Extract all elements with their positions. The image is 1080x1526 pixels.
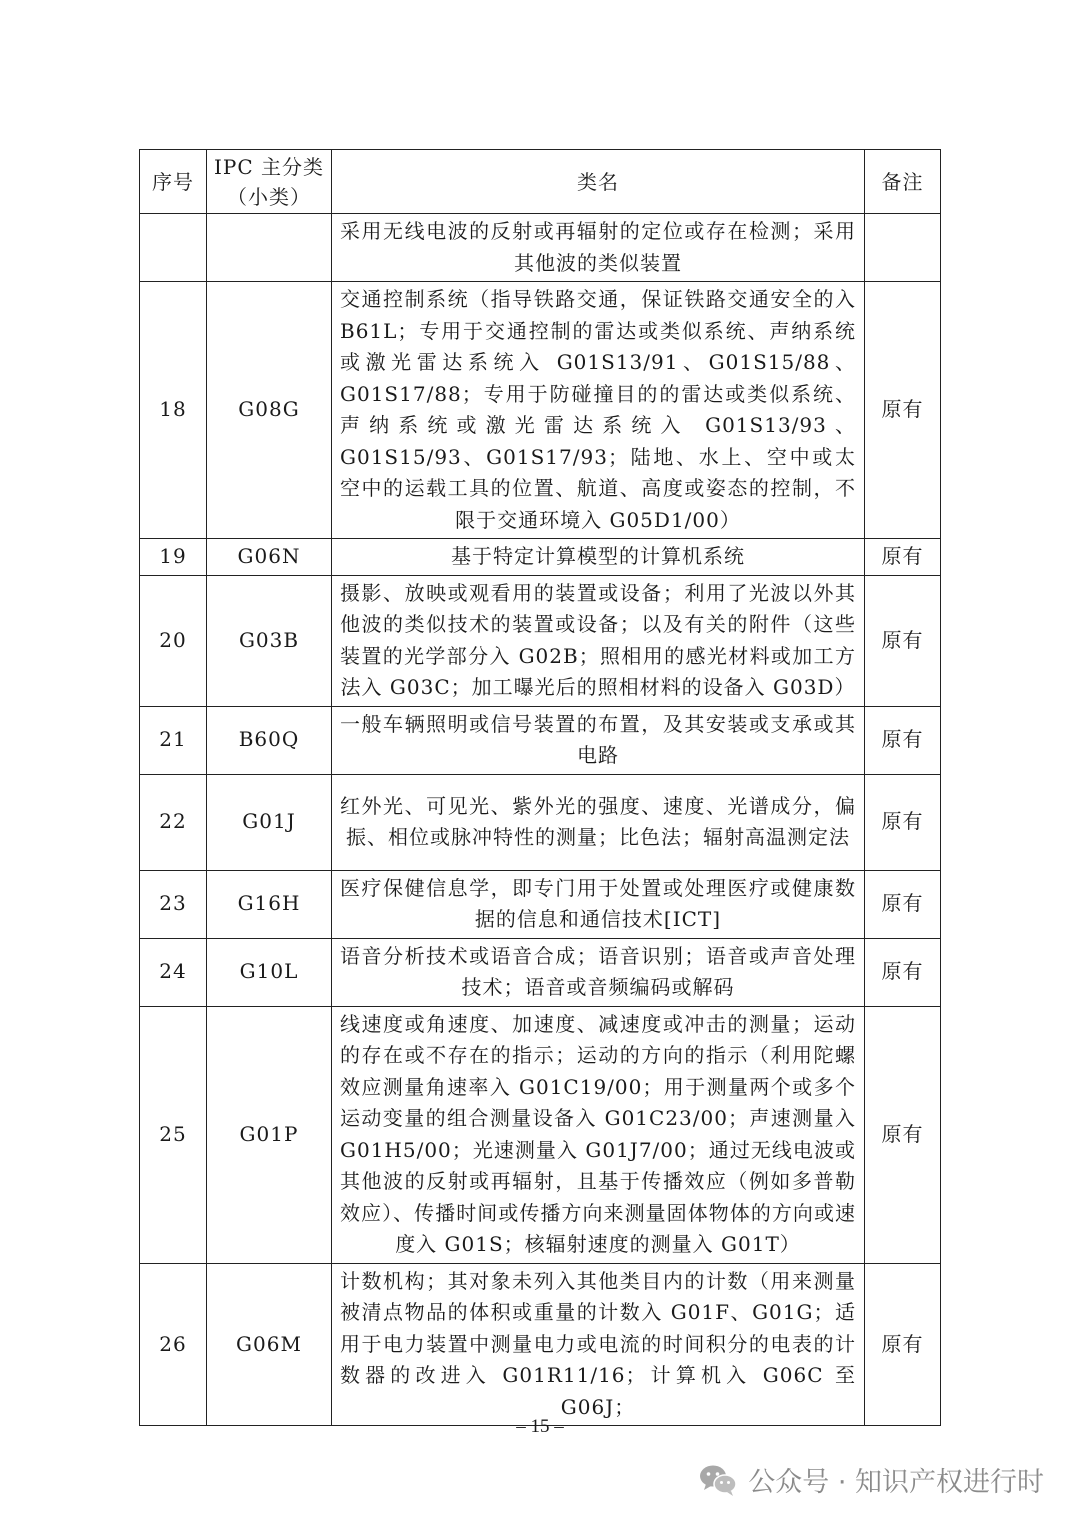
row-name: 基于特定计算模型的计算机系统: [332, 539, 865, 576]
row-no: 25: [140, 1006, 207, 1263]
row-remark: 原有: [865, 774, 941, 870]
row-remark: 原有: [865, 706, 941, 774]
row-name: 线速度或角速度、加速度、减速度或冲击的测量；运动的存在或不存在的指示；运动的方向的指示（利用陀螺效应测量角速率入 G01C19/00；用于测量两个或多个运动变量的组合测量设备入 G01C23/00；声速测量入 G01H5/00；光速测量入 G01J7/00；通过无线电波或其他波的反射或再辐射，且基于传播效应（例如多普勒效应）、传播时间或传播方向来测量固体物体的方向或速度入 G01S；核辐射速度的测量入 G01T）: [332, 1006, 865, 1263]
watermark-text: 公众号 · 知识产权进行时: [748, 1467, 1044, 1498]
row-name: 计数机构；其对象未列入其他类目内的计数（用来测量被清点物品的体积或重量的计数入 G01F、G01G；适用于电力装置中测量电力或电流的时间积分的电表的计数器的改进入 G01R11/16；计算机入 G06C 至 G06J；: [332, 1263, 865, 1426]
row-remark: 原有: [865, 870, 941, 938]
table-row: [140, 282, 941, 539]
header-name: 类名: [332, 150, 865, 214]
header-remark: 备注: [865, 150, 941, 214]
row-no: 26: [140, 1263, 207, 1426]
row-ipc: G06M: [207, 1263, 332, 1426]
row-remark: 原有: [865, 1006, 941, 1263]
row-ipc: G08G: [207, 282, 332, 539]
row-remark: 原有: [865, 575, 941, 706]
row-ipc: B60Q: [207, 706, 332, 774]
row-remark: 原有: [865, 1263, 941, 1426]
row-no: 19: [140, 539, 207, 576]
row-remark: [865, 214, 941, 282]
table-row: [140, 214, 941, 282]
row-ipc: G06N: [207, 539, 332, 576]
table-row: [140, 870, 941, 938]
row-ipc: G10L: [207, 938, 332, 1006]
row-remark: 原有: [865, 938, 941, 1006]
page-number: – 15 –: [516, 1416, 564, 1437]
row-ipc: G03B: [207, 575, 332, 706]
row-no: 18: [140, 282, 207, 539]
table-row: [140, 1006, 941, 1263]
row-no: 22: [140, 774, 207, 870]
table-row: [140, 938, 941, 1006]
table-row: [140, 706, 941, 774]
row-name: 一般车辆照明或信号装置的布置，及其安装或支承或其电路: [332, 706, 865, 774]
row-name: 红外光、可见光、紫外光的强度、速度、光谱成分，偏振、相位或脉冲特性的测量；比色法；辐射高温测定法: [332, 774, 865, 870]
row-no: 23: [140, 870, 207, 938]
row-ipc: [207, 214, 332, 282]
row-ipc: G01P: [207, 1006, 332, 1263]
table-row: [140, 1263, 941, 1426]
row-ipc: G01J: [207, 774, 332, 870]
header-ipc: [207, 150, 332, 214]
header-no: 序号: [140, 150, 207, 214]
row-name: 医疗保健信息学，即专门用于处置或处理医疗或健康数据的信息和通信技术[ICT]: [332, 870, 865, 938]
header-ipc-line2: （小类）: [227, 184, 311, 209]
row-no: 20: [140, 575, 207, 706]
row-no: [140, 214, 207, 282]
row-remark: 原有: [865, 282, 941, 539]
row-no: 21: [140, 706, 207, 774]
row-remark: 原有: [865, 539, 941, 576]
table-row: [140, 539, 941, 576]
row-name: 语音分析技术或语音合成；语音识别；语音或声音处理技术；语音或音频编码或解码: [332, 938, 865, 1006]
table-row: [140, 575, 941, 706]
ipc-table: [139, 149, 941, 1426]
row-name: 采用无线电波的反射或再辐射的定位或存在检测；采用其他波的类似装置: [332, 214, 865, 282]
watermark: [698, 1460, 1044, 1499]
header-ipc-line1: IPC 主分类: [213, 154, 325, 179]
row-ipc: G16H: [207, 870, 332, 938]
row-no: 24: [140, 938, 207, 1006]
wechat-icon: [698, 1463, 738, 1497]
row-name: 摄影、放映或观看用的装置或设备；利用了光波以外其他波的类似技术的装置或设备；以及有关的附件（这些装置的光学部分入 G02B；照相用的感光材料或加工方法入 G03C；加工曝光后的照相材料的设备入 G03D）: [332, 575, 865, 706]
table-header-row: [140, 150, 941, 214]
table-row: [140, 774, 941, 870]
row-name: 交通控制系统（指导铁路交通，保证铁路交通安全的入 B61L；专用于交通控制的雷达或类似系统、声纳系统或激光雷达系统入 G01S13/91、G01S15/88、G01S17/88；专用于防碰撞目的的雷达或类似系统、声纳系统或激光雷达系统入 G01S13/93、G01S15/93、G01S17/93；陆地、水上、空中或太空中的运载工具的位置、航道、高度或姿态的控制，不限于交通环境入 G05D1/00）: [332, 282, 865, 539]
